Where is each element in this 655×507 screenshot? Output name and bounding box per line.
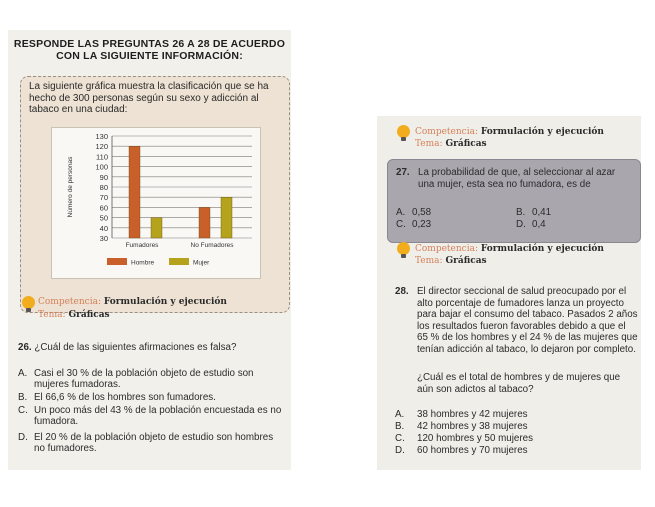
option-text: 0,4	[532, 219, 546, 230]
y-tick-label: 70	[99, 193, 108, 203]
tema-label: Tema:	[415, 256, 443, 266]
tema-value: Gráficas	[68, 310, 110, 320]
question-26	[18, 342, 288, 354]
competencia-block	[38, 296, 227, 308]
bar-mujer-1	[221, 197, 232, 238]
question-27-box	[387, 159, 641, 243]
left-page	[8, 30, 291, 470]
question-number: 27.	[396, 167, 410, 178]
tema-block-1	[415, 138, 487, 150]
tema-label: Tema:	[415, 139, 443, 149]
bar-mujer-0	[151, 218, 162, 238]
bar-chart	[51, 127, 261, 279]
bar-hombre-1	[199, 207, 210, 238]
legend-swatch-hombre	[107, 258, 127, 265]
question-text: ¿Cuál de las siguientes afirmaciones es falsa?	[34, 342, 237, 353]
option-key: A.	[395, 409, 405, 420]
bar-hombre-0	[129, 146, 140, 238]
y-tick-label: 110	[96, 152, 108, 162]
option-text: El 66,6 % de los hombres son fumadores.	[34, 392, 216, 403]
info-box	[20, 76, 290, 313]
y-tick-label: 80	[99, 183, 108, 192]
option-key: B.	[395, 421, 405, 432]
competencia-value: Formulación y ejecución	[103, 297, 227, 307]
x-tick-label: Fumadores	[125, 242, 159, 249]
chart-svg	[52, 128, 260, 278]
question-number: 28.	[395, 286, 409, 297]
option-key: C.	[18, 405, 28, 416]
option-text: 0,58	[412, 207, 432, 218]
option-text: El 20 % de la población objeto de estudio son hombres no fumadores.	[34, 432, 274, 454]
y-tick-label: 100	[95, 162, 108, 172]
legend-label-mujer: Mujer	[193, 259, 210, 267]
x-tick-label: No Fumadores	[190, 242, 234, 249]
tema-value: Gráficas	[445, 256, 487, 266]
y-tick-label: 50	[99, 213, 108, 223]
option-key: C.	[396, 219, 406, 230]
option-text: 60 hombres y 70 mujeres	[417, 445, 528, 456]
option-key: D.	[18, 432, 28, 443]
legend-swatch-mujer	[169, 258, 189, 265]
tema-block	[38, 309, 110, 321]
legend-label-hombre: Hombre	[131, 259, 155, 267]
question-text: La probabilidad de que, al seleccionar al azar una mujer, esta sea no fumadora, es de	[418, 167, 616, 190]
section-header-line2: CON LA SIGUIENTE INFORMACIÓN:	[56, 50, 243, 62]
option-text: Un poco más del 43 % de la población encuestada es no fumadora.	[34, 405, 282, 427]
option-key: D.	[395, 445, 405, 456]
y-tick-label: 130	[95, 132, 108, 141]
option-text: Casi el 30 % de la población objeto de estudio son mujeres fumadoras.	[34, 368, 254, 390]
option-key: B.	[516, 207, 526, 218]
section-header-line1: RESPONDE LAS PREGUNTAS 26 A 28 DE ACUERDO	[13, 38, 286, 50]
competencia-block-1	[415, 126, 604, 138]
option-key: D.	[516, 219, 526, 230]
lightbulb-icon	[397, 125, 410, 138]
option-text: 0,41	[532, 207, 552, 218]
tema-label: Tema:	[38, 310, 66, 320]
right-page	[377, 116, 641, 470]
tema-block-2	[415, 255, 487, 267]
question-28-text: ¿Cuál es el total de hombres y de mujeres que aún son adictos al tabaco?	[417, 372, 621, 395]
option-key: B.	[18, 392, 28, 403]
tema-value: Gráficas	[445, 139, 487, 149]
y-tick-label: 120	[95, 142, 108, 152]
option-text: 38 hombres y 42 mujeres	[417, 409, 528, 420]
lightbulb-icon	[397, 242, 410, 255]
option-text: 42 hombres y 38 mujeres	[417, 421, 528, 432]
competencia-label: Competencia:	[38, 297, 101, 307]
y-tick-label: 60	[99, 203, 108, 213]
y-tick-label: 90	[99, 172, 108, 182]
lightbulb-icon	[22, 296, 35, 309]
option-key: C.	[395, 433, 405, 444]
option-key: A.	[18, 368, 28, 379]
y-tick-label: 30	[99, 234, 108, 243]
question-28-context: El director seccional de salud preocupado por el alto porcentaje de fumadores lanza un proyecto para bajar el consumo del tabaco. Pasados 2 años los resultados fueron favorables debido a que el 65 % de los hombres y el 24 % de las mujeres que tenían adicción al tabaco, lo dejaron por completo.	[417, 286, 638, 355]
competencia-label: Competencia:	[415, 127, 478, 137]
competencia-value: Formulación y ejecución	[480, 244, 604, 254]
option-text: 120 hombres y 50 mujeres	[417, 433, 533, 444]
option-key: A.	[396, 207, 406, 218]
competencia-label: Competencia:	[415, 244, 478, 254]
competencia-block-2	[415, 243, 604, 255]
option-text: 0,23	[412, 219, 432, 230]
competencia-value: Formulación y ejecución	[480, 127, 604, 137]
question-number: 26.	[18, 342, 32, 353]
y-tick-label: 40	[99, 223, 108, 233]
intro-text: La siguiente gráfica muestra la clasificación que se ha hecho de 300 personas según su sexo y adicción al tabaco en una ciudad:	[29, 81, 269, 115]
y-axis-label: Número de personas	[67, 156, 74, 218]
